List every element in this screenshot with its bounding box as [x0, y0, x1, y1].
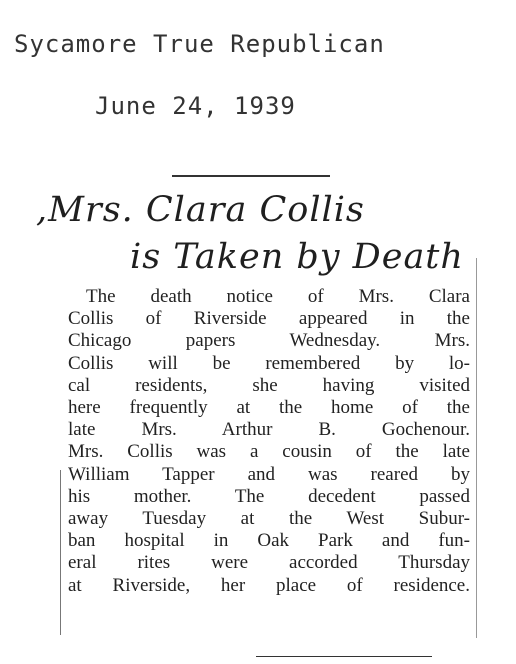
- article-line: cal residents, she having visited: [68, 374, 470, 396]
- article-line: at Riverside, her place of residence.: [68, 574, 470, 596]
- article-line: Collis will be remembered by lo-: [68, 352, 470, 374]
- article-line: Collis of Riverside appeared in the: [68, 308, 470, 330]
- newspaper-name: Sycamore True Republican: [14, 30, 385, 58]
- article-line: William Tapper and was reared by: [68, 463, 470, 485]
- clipping-left-edge: [60, 470, 61, 635]
- headline-line-2: is Taken by Death: [130, 237, 464, 277]
- article-line: late Mrs. Arthur B. Gochenour.: [68, 419, 470, 441]
- article-line: Mrs. Collis was a cousin of the late: [68, 441, 470, 463]
- article-line: his mother. The decedent passed: [68, 485, 470, 507]
- article-line: here frequently at the home of the: [68, 397, 470, 419]
- article-line: eral rites were accorded Thursday: [68, 552, 470, 574]
- top-divider: [172, 175, 330, 177]
- article-line: away Tuesday at the West Subur-: [68, 508, 470, 530]
- clipping-right-edge: [476, 258, 477, 638]
- article-line: ban hospital in Oak Park and fun-: [68, 530, 470, 552]
- publication-date: June 24, 1939: [95, 92, 296, 120]
- article-line: The death notice of Mrs. Clara: [86, 286, 470, 307]
- headline-line-1: ,Mrs. Clara Collis: [36, 190, 365, 230]
- article-line: Chicago papers Wednesday. Mrs.: [68, 330, 470, 352]
- article-body: [68, 286, 470, 597]
- bottom-divider: [256, 656, 432, 657]
